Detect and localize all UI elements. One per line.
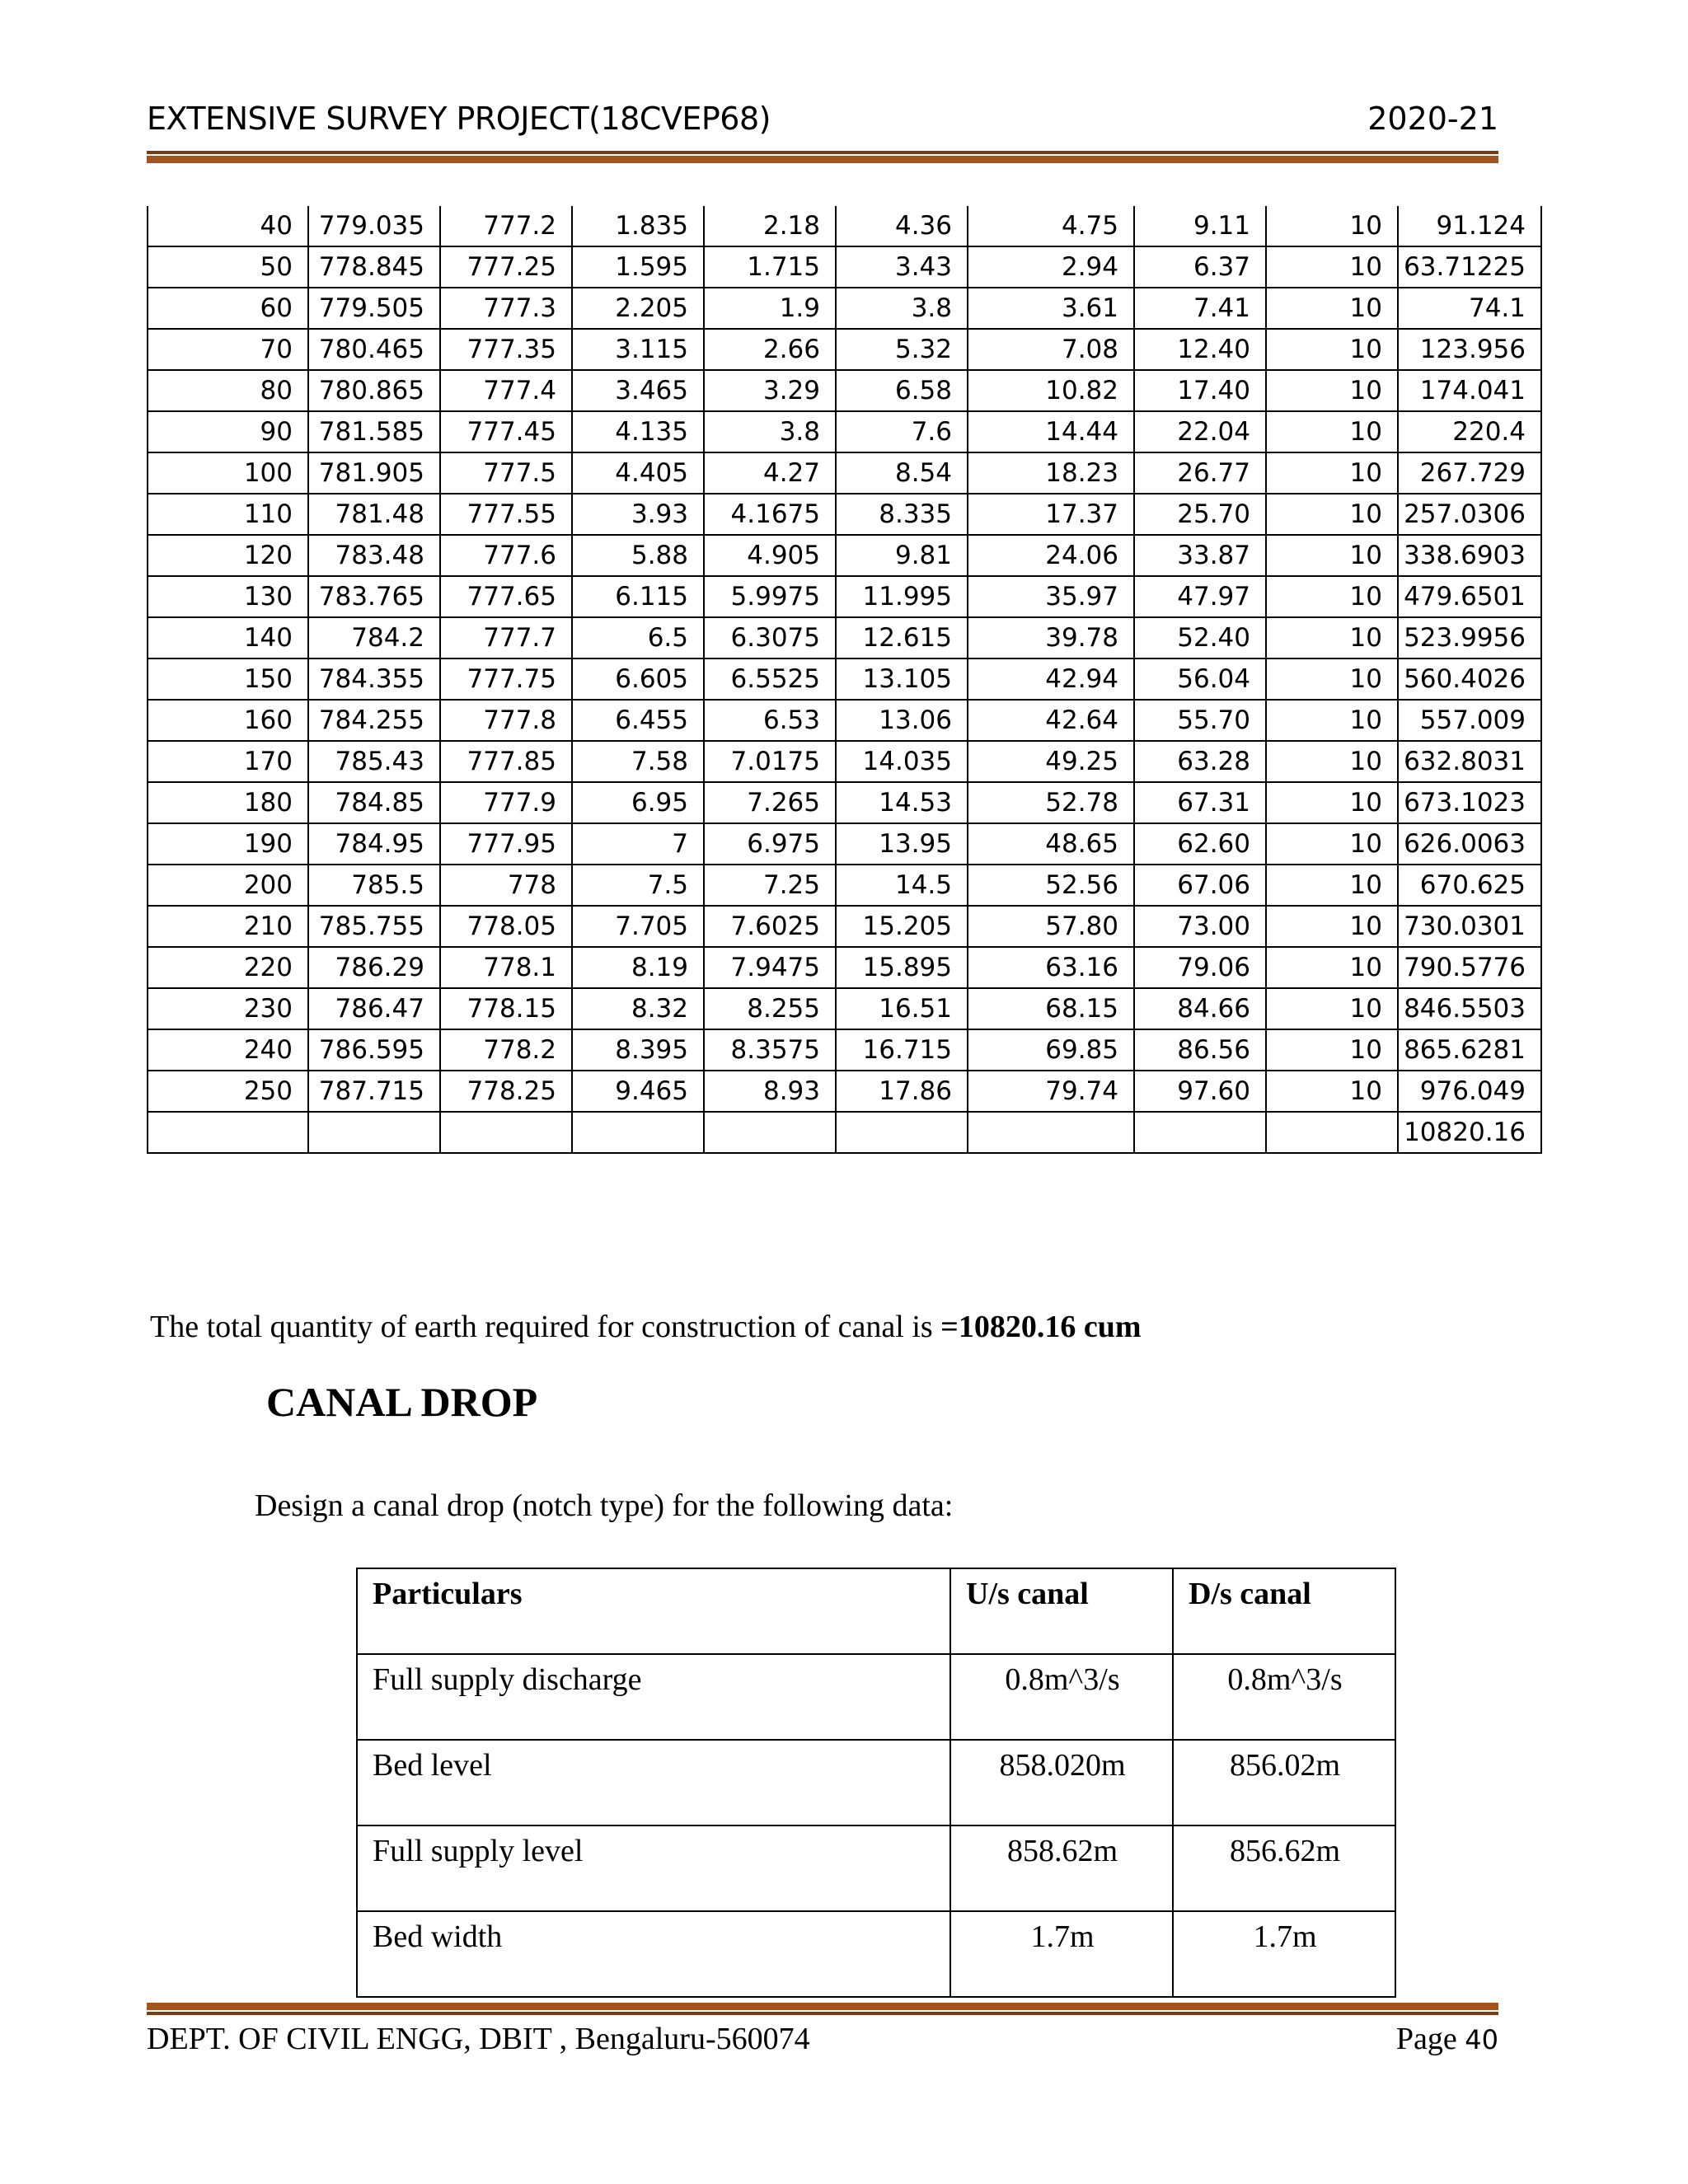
table-cell: 63.71225 bbox=[1398, 246, 1541, 288]
empty-cell bbox=[968, 1112, 1134, 1153]
table-cell: 730.0301 bbox=[1398, 906, 1541, 947]
empty-cell bbox=[148, 1112, 308, 1153]
drop-row-bed-level bbox=[357, 1740, 1395, 1825]
table-cell: 783.48 bbox=[308, 535, 440, 576]
table-cell: 7.08 bbox=[968, 329, 1134, 370]
table-cell: 784.85 bbox=[308, 782, 440, 823]
table-cell: 4.905 bbox=[704, 535, 836, 576]
table-cell: 17.86 bbox=[836, 1071, 968, 1112]
table-cell: 160 bbox=[148, 700, 308, 741]
earth-quantity-summary bbox=[150, 1309, 1141, 1345]
table-cell: 39.78 bbox=[968, 617, 1134, 658]
table-cell: 8.335 bbox=[836, 494, 968, 535]
table-cell: 73.00 bbox=[1134, 906, 1266, 947]
table-cell: 52.78 bbox=[968, 782, 1134, 823]
table-cell: 4.1675 bbox=[704, 494, 836, 535]
table-cell: 846.5503 bbox=[1398, 988, 1541, 1029]
table-cell: 777.2 bbox=[440, 206, 572, 246]
footer-page-number: 40 bbox=[1465, 2024, 1498, 2055]
table-cell: 13.95 bbox=[836, 823, 968, 865]
table-cell: 74.1 bbox=[1398, 288, 1541, 329]
table-cell: 40 bbox=[148, 206, 308, 246]
table-row bbox=[148, 576, 1541, 617]
header-title: EXTENSIVE SURVEY PROJECT(18CVEP68) bbox=[147, 101, 771, 137]
table-row bbox=[148, 1071, 1541, 1112]
table-cell: 6.5525 bbox=[704, 658, 836, 700]
table-cell: 784.255 bbox=[308, 700, 440, 741]
table-cell: 24.06 bbox=[968, 535, 1134, 576]
table-cell: 778.845 bbox=[308, 246, 440, 288]
table-cell: 7.58 bbox=[572, 741, 704, 782]
table-cell: 49.25 bbox=[968, 741, 1134, 782]
table-cell: 9.465 bbox=[572, 1071, 704, 1112]
table-cell: 1.715 bbox=[704, 246, 836, 288]
table-cell: 783.765 bbox=[308, 576, 440, 617]
table-cell: 110 bbox=[148, 494, 308, 535]
table-cell: 35.97 bbox=[968, 576, 1134, 617]
table-row bbox=[148, 1029, 1541, 1071]
table-cell: 8.19 bbox=[572, 947, 704, 988]
table-cell: 52.56 bbox=[968, 865, 1134, 906]
table-row bbox=[148, 494, 1541, 535]
table-cell: 3.8 bbox=[836, 288, 968, 329]
table-cell: 10 bbox=[1266, 452, 1398, 494]
table-row bbox=[148, 741, 1541, 782]
table-cell: 7.265 bbox=[704, 782, 836, 823]
table-cell: 47.97 bbox=[1134, 576, 1266, 617]
table-cell: 8.255 bbox=[704, 988, 836, 1029]
table-cell: 14.5 bbox=[836, 865, 968, 906]
drop-row-discharge bbox=[357, 1654, 1395, 1740]
header-rule-thin bbox=[147, 151, 1498, 154]
table-row bbox=[148, 988, 1541, 1029]
table-cell: 5.32 bbox=[836, 329, 968, 370]
table-cell: 42.64 bbox=[968, 700, 1134, 741]
particular-label: Bed width bbox=[357, 1911, 950, 1997]
table-row bbox=[148, 865, 1541, 906]
table-cell: 10.82 bbox=[968, 370, 1134, 411]
table-cell: 779.505 bbox=[308, 288, 440, 329]
table-cell: 68.15 bbox=[968, 988, 1134, 1029]
table-cell: 777.4 bbox=[440, 370, 572, 411]
table-cell: 7.6 bbox=[836, 411, 968, 452]
table-cell: 130 bbox=[148, 576, 308, 617]
table-cell: 4.36 bbox=[836, 206, 968, 246]
header-particulars: Particulars bbox=[357, 1568, 950, 1654]
particular-label: Full supply discharge bbox=[357, 1654, 950, 1740]
table-row bbox=[148, 700, 1541, 741]
table-cell: 10 bbox=[1266, 246, 1398, 288]
empty-cell bbox=[440, 1112, 572, 1153]
empty-cell bbox=[704, 1112, 836, 1153]
table-cell: 786.29 bbox=[308, 947, 440, 988]
table-cell: 784.2 bbox=[308, 617, 440, 658]
table-cell: 7.25 bbox=[704, 865, 836, 906]
table-cell: 10 bbox=[1266, 865, 1398, 906]
table-cell: 140 bbox=[148, 617, 308, 658]
table-cell: 8.54 bbox=[836, 452, 968, 494]
table-cell: 250 bbox=[148, 1071, 308, 1112]
drop-row-full-supply-level bbox=[357, 1825, 1395, 1911]
summary-text: The total quantity of earth required for construction of canal is bbox=[150, 1310, 941, 1344]
table-cell: 15.205 bbox=[836, 906, 968, 947]
header-us-canal: U/s canal bbox=[950, 1568, 1173, 1654]
page-header bbox=[147, 101, 1498, 150]
table-cell: 9.81 bbox=[836, 535, 968, 576]
table-cell: 3.43 bbox=[836, 246, 968, 288]
table-cell: 777.75 bbox=[440, 658, 572, 700]
table-cell: 8.395 bbox=[572, 1029, 704, 1071]
table-cell: 10 bbox=[1266, 947, 1398, 988]
table-cell: 1.9 bbox=[704, 288, 836, 329]
table-cell: 338.6903 bbox=[1398, 535, 1541, 576]
table-cell: 33.87 bbox=[1134, 535, 1266, 576]
table-cell: 523.9956 bbox=[1398, 617, 1541, 658]
table-cell: 557.009 bbox=[1398, 700, 1541, 741]
table-cell: 777.5 bbox=[440, 452, 572, 494]
table-row bbox=[148, 823, 1541, 865]
table-cell: 14.44 bbox=[968, 411, 1134, 452]
table-cell: 5.9975 bbox=[704, 576, 836, 617]
table-cell: 210 bbox=[148, 906, 308, 947]
table-cell: 787.715 bbox=[308, 1071, 440, 1112]
table-cell: 3.93 bbox=[572, 494, 704, 535]
table-cell: 90 bbox=[148, 411, 308, 452]
footer-rule-thin bbox=[147, 2012, 1498, 2015]
table-cell: 632.8031 bbox=[1398, 741, 1541, 782]
table-row bbox=[148, 370, 1541, 411]
table-cell: 781.48 bbox=[308, 494, 440, 535]
table-cell: 10 bbox=[1266, 617, 1398, 658]
table-cell: 3.29 bbox=[704, 370, 836, 411]
ds-value: 856.02m bbox=[1173, 1740, 1395, 1825]
table-cell: 777.8 bbox=[440, 700, 572, 741]
drop-row-bed-width bbox=[357, 1911, 1395, 1997]
table-cell: 778.1 bbox=[440, 947, 572, 988]
table-cell: 240 bbox=[148, 1029, 308, 1071]
table-cell: 778.15 bbox=[440, 988, 572, 1029]
table-cell: 3.465 bbox=[572, 370, 704, 411]
table-row bbox=[148, 906, 1541, 947]
table-cell: 865.6281 bbox=[1398, 1029, 1541, 1071]
table-cell: 2.94 bbox=[968, 246, 1134, 288]
table-cell: 70 bbox=[148, 329, 308, 370]
table-cell: 785.43 bbox=[308, 741, 440, 782]
table-cell: 220 bbox=[148, 947, 308, 988]
table-row bbox=[148, 535, 1541, 576]
table-cell: 10 bbox=[1266, 288, 1398, 329]
table-cell: 13.06 bbox=[836, 700, 968, 741]
table-cell: 257.0306 bbox=[1398, 494, 1541, 535]
table-cell: 150 bbox=[148, 658, 308, 700]
empty-cell bbox=[572, 1112, 704, 1153]
empty-cell bbox=[308, 1112, 440, 1153]
ds-value: 1.7m bbox=[1173, 1911, 1395, 1997]
table-cell: 230 bbox=[148, 988, 308, 1029]
table-cell: 2.205 bbox=[572, 288, 704, 329]
table-cell: 62.60 bbox=[1134, 823, 1266, 865]
table-cell: 777.85 bbox=[440, 741, 572, 782]
table-cell: 10 bbox=[1266, 370, 1398, 411]
table-cell: 777.65 bbox=[440, 576, 572, 617]
table-cell: 12.615 bbox=[836, 617, 968, 658]
table-cell: 10 bbox=[1266, 782, 1398, 823]
table-cell: 560.4026 bbox=[1398, 658, 1541, 700]
table-cell: 784.95 bbox=[308, 823, 440, 865]
table-cell: 10 bbox=[1266, 411, 1398, 452]
table-cell: 784.355 bbox=[308, 658, 440, 700]
table-cell: 4.75 bbox=[968, 206, 1134, 246]
table-cell: 778.25 bbox=[440, 1071, 572, 1112]
table-cell: 170 bbox=[148, 741, 308, 782]
table-cell: 6.455 bbox=[572, 700, 704, 741]
table-cell: 12.40 bbox=[1134, 329, 1266, 370]
table-cell: 10 bbox=[1266, 206, 1398, 246]
table-cell: 8.93 bbox=[704, 1071, 836, 1112]
table-cell: 785.755 bbox=[308, 906, 440, 947]
table-cell: 18.23 bbox=[968, 452, 1134, 494]
table-cell: 16.715 bbox=[836, 1029, 968, 1071]
table-cell: 777.9 bbox=[440, 782, 572, 823]
table-cell: 86.56 bbox=[1134, 1029, 1266, 1071]
table-cell: 10 bbox=[1266, 741, 1398, 782]
table-cell: 1.595 bbox=[572, 246, 704, 288]
earthwork-table bbox=[147, 206, 1542, 1154]
us-value: 858.020m bbox=[950, 1740, 1173, 1825]
table-cell: 10 bbox=[1266, 576, 1398, 617]
section-heading: CANAL DROP bbox=[266, 1379, 538, 1425]
table-cell: 10 bbox=[1266, 823, 1398, 865]
table-cell: 777.95 bbox=[440, 823, 572, 865]
table-cell: 777.55 bbox=[440, 494, 572, 535]
summary-value: =10820.16 cum bbox=[940, 1310, 1142, 1344]
particular-label: Full supply level bbox=[357, 1825, 950, 1911]
table-cell: 6.53 bbox=[704, 700, 836, 741]
table-cell: 777.7 bbox=[440, 617, 572, 658]
table-cell: 777.35 bbox=[440, 329, 572, 370]
table-cell: 976.049 bbox=[1398, 1071, 1541, 1112]
table-cell: 786.47 bbox=[308, 988, 440, 1029]
table-cell: 6.95 bbox=[572, 782, 704, 823]
table-cell: 670.625 bbox=[1398, 865, 1541, 906]
table-cell: 778.2 bbox=[440, 1029, 572, 1071]
earthwork-table-body bbox=[148, 206, 1541, 1153]
table-cell: 174.041 bbox=[1398, 370, 1541, 411]
particular-label: Bed level bbox=[357, 1740, 950, 1825]
table-cell: 781.905 bbox=[308, 452, 440, 494]
us-value: 0.8m^3/s bbox=[950, 1654, 1173, 1740]
table-row bbox=[148, 206, 1541, 246]
total-cell: 10820.16 bbox=[1398, 1112, 1541, 1153]
footer-rule-thick bbox=[147, 2003, 1498, 2010]
table-cell: 3.115 bbox=[572, 329, 704, 370]
table-cell: 190 bbox=[148, 823, 308, 865]
table-row bbox=[148, 246, 1541, 288]
table-row bbox=[148, 329, 1541, 370]
table-cell: 2.66 bbox=[704, 329, 836, 370]
table-cell: 22.04 bbox=[1134, 411, 1266, 452]
table-row bbox=[148, 452, 1541, 494]
table-cell: 7 bbox=[572, 823, 704, 865]
ds-value: 0.8m^3/s bbox=[1173, 1654, 1395, 1740]
table-row bbox=[148, 617, 1541, 658]
page-footer bbox=[147, 2021, 1498, 2070]
canal-drop-table bbox=[356, 1568, 1396, 1998]
table-row bbox=[148, 782, 1541, 823]
table-cell: 6.605 bbox=[572, 658, 704, 700]
table-cell: 3.8 bbox=[704, 411, 836, 452]
table-cell: 26.77 bbox=[1134, 452, 1266, 494]
table-cell: 10 bbox=[1266, 535, 1398, 576]
table-row bbox=[148, 658, 1541, 700]
empty-cell bbox=[836, 1112, 968, 1153]
table-cell: 777.6 bbox=[440, 535, 572, 576]
table-cell: 10 bbox=[1266, 988, 1398, 1029]
table-cell: 69.85 bbox=[968, 1029, 1134, 1071]
header-rule-thick bbox=[147, 156, 1498, 163]
table-cell: 79.74 bbox=[968, 1071, 1134, 1112]
table-cell: 673.1023 bbox=[1398, 782, 1541, 823]
table-cell: 7.0175 bbox=[704, 741, 836, 782]
table-cell: 16.51 bbox=[836, 988, 968, 1029]
table-cell: 67.31 bbox=[1134, 782, 1266, 823]
table-cell: 10 bbox=[1266, 1029, 1398, 1071]
design-intro: Design a canal drop (notch type) for the following data: bbox=[255, 1488, 954, 1523]
table-cell: 6.115 bbox=[572, 576, 704, 617]
table-cell: 7.5 bbox=[572, 865, 704, 906]
table-cell: 8.32 bbox=[572, 988, 704, 1029]
table-cell: 63.28 bbox=[1134, 741, 1266, 782]
table-cell: 7.705 bbox=[572, 906, 704, 947]
table-cell: 6.37 bbox=[1134, 246, 1266, 288]
table-cell: 790.5776 bbox=[1398, 947, 1541, 988]
table-cell: 15.895 bbox=[836, 947, 968, 988]
table-cell: 7.6025 bbox=[704, 906, 836, 947]
header-ds-canal: D/s canal bbox=[1173, 1568, 1395, 1654]
table-cell: 9.11 bbox=[1134, 206, 1266, 246]
table-cell: 5.88 bbox=[572, 535, 704, 576]
table-cell: 785.5 bbox=[308, 865, 440, 906]
table-cell: 67.06 bbox=[1134, 865, 1266, 906]
table-cell: 14.53 bbox=[836, 782, 968, 823]
table-row bbox=[148, 411, 1541, 452]
table-cell: 4.27 bbox=[704, 452, 836, 494]
table-cell: 14.035 bbox=[836, 741, 968, 782]
table-cell: 786.595 bbox=[308, 1029, 440, 1071]
table-cell: 84.66 bbox=[1134, 988, 1266, 1029]
table-cell: 267.729 bbox=[1398, 452, 1541, 494]
table-cell: 25.70 bbox=[1134, 494, 1266, 535]
table-cell: 778 bbox=[440, 865, 572, 906]
table-cell: 55.70 bbox=[1134, 700, 1266, 741]
table-cell: 10 bbox=[1266, 700, 1398, 741]
table-cell: 180 bbox=[148, 782, 308, 823]
table-cell: 100 bbox=[148, 452, 308, 494]
table-cell: 6.5 bbox=[572, 617, 704, 658]
footer-dept: DEPT. OF CIVIL ENGG, DBIT , Bengaluru-560074 bbox=[147, 2022, 810, 2056]
table-cell: 8.3575 bbox=[704, 1029, 836, 1071]
table-cell: 626.0063 bbox=[1398, 823, 1541, 865]
us-value: 1.7m bbox=[950, 1911, 1173, 1997]
table-cell: 123.956 bbox=[1398, 329, 1541, 370]
us-value: 858.62m bbox=[950, 1825, 1173, 1911]
header-year: 2020-21 bbox=[1367, 101, 1498, 137]
table-cell: 120 bbox=[148, 535, 308, 576]
table-cell: 57.80 bbox=[968, 906, 1134, 947]
table-cell: 17.40 bbox=[1134, 370, 1266, 411]
table-cell: 52.40 bbox=[1134, 617, 1266, 658]
table-cell: 50 bbox=[148, 246, 308, 288]
table-row bbox=[148, 947, 1541, 988]
table-cell: 780.865 bbox=[308, 370, 440, 411]
table-cell: 200 bbox=[148, 865, 308, 906]
table-cell: 479.6501 bbox=[1398, 576, 1541, 617]
table-cell: 6.975 bbox=[704, 823, 836, 865]
table-cell: 7.9475 bbox=[704, 947, 836, 988]
table-cell: 60 bbox=[148, 288, 308, 329]
empty-cell bbox=[1266, 1112, 1398, 1153]
table-cell: 7.41 bbox=[1134, 288, 1266, 329]
table-cell: 80 bbox=[148, 370, 308, 411]
table-cell: 3.61 bbox=[968, 288, 1134, 329]
footer-page bbox=[1396, 2021, 1498, 2057]
table-cell: 97.60 bbox=[1134, 1071, 1266, 1112]
table-cell: 6.58 bbox=[836, 370, 968, 411]
table-cell: 4.405 bbox=[572, 452, 704, 494]
table-cell: 79.06 bbox=[1134, 947, 1266, 988]
table-cell: 13.105 bbox=[836, 658, 968, 700]
table-cell: 42.94 bbox=[968, 658, 1134, 700]
table-cell: 56.04 bbox=[1134, 658, 1266, 700]
table-cell: 777.25 bbox=[440, 246, 572, 288]
table-cell: 10 bbox=[1266, 1071, 1398, 1112]
table-cell: 1.835 bbox=[572, 206, 704, 246]
footer-page-label: Page bbox=[1395, 2022, 1465, 2056]
table-cell: 220.4 bbox=[1398, 411, 1541, 452]
table-cell: 6.3075 bbox=[704, 617, 836, 658]
empty-cell bbox=[1134, 1112, 1266, 1153]
table-row bbox=[148, 288, 1541, 329]
drop-table-header-row bbox=[357, 1568, 1395, 1654]
table-cell: 11.995 bbox=[836, 576, 968, 617]
table-cell: 10 bbox=[1266, 658, 1398, 700]
table-cell: 779.035 bbox=[308, 206, 440, 246]
ds-value: 856.62m bbox=[1173, 1825, 1395, 1911]
table-cell: 781.585 bbox=[308, 411, 440, 452]
table-cell: 63.16 bbox=[968, 947, 1134, 988]
table-cell: 778.05 bbox=[440, 906, 572, 947]
table-cell: 10 bbox=[1266, 329, 1398, 370]
table-total-row bbox=[148, 1112, 1541, 1153]
table-cell: 91.124 bbox=[1398, 206, 1541, 246]
table-cell: 10 bbox=[1266, 494, 1398, 535]
table-cell: 48.65 bbox=[968, 823, 1134, 865]
table-cell: 777.45 bbox=[440, 411, 572, 452]
table-cell: 777.3 bbox=[440, 288, 572, 329]
table-cell: 2.18 bbox=[704, 206, 836, 246]
table-cell: 10 bbox=[1266, 906, 1398, 947]
table-cell: 780.465 bbox=[308, 329, 440, 370]
table-cell: 17.37 bbox=[968, 494, 1134, 535]
table-cell: 4.135 bbox=[572, 411, 704, 452]
